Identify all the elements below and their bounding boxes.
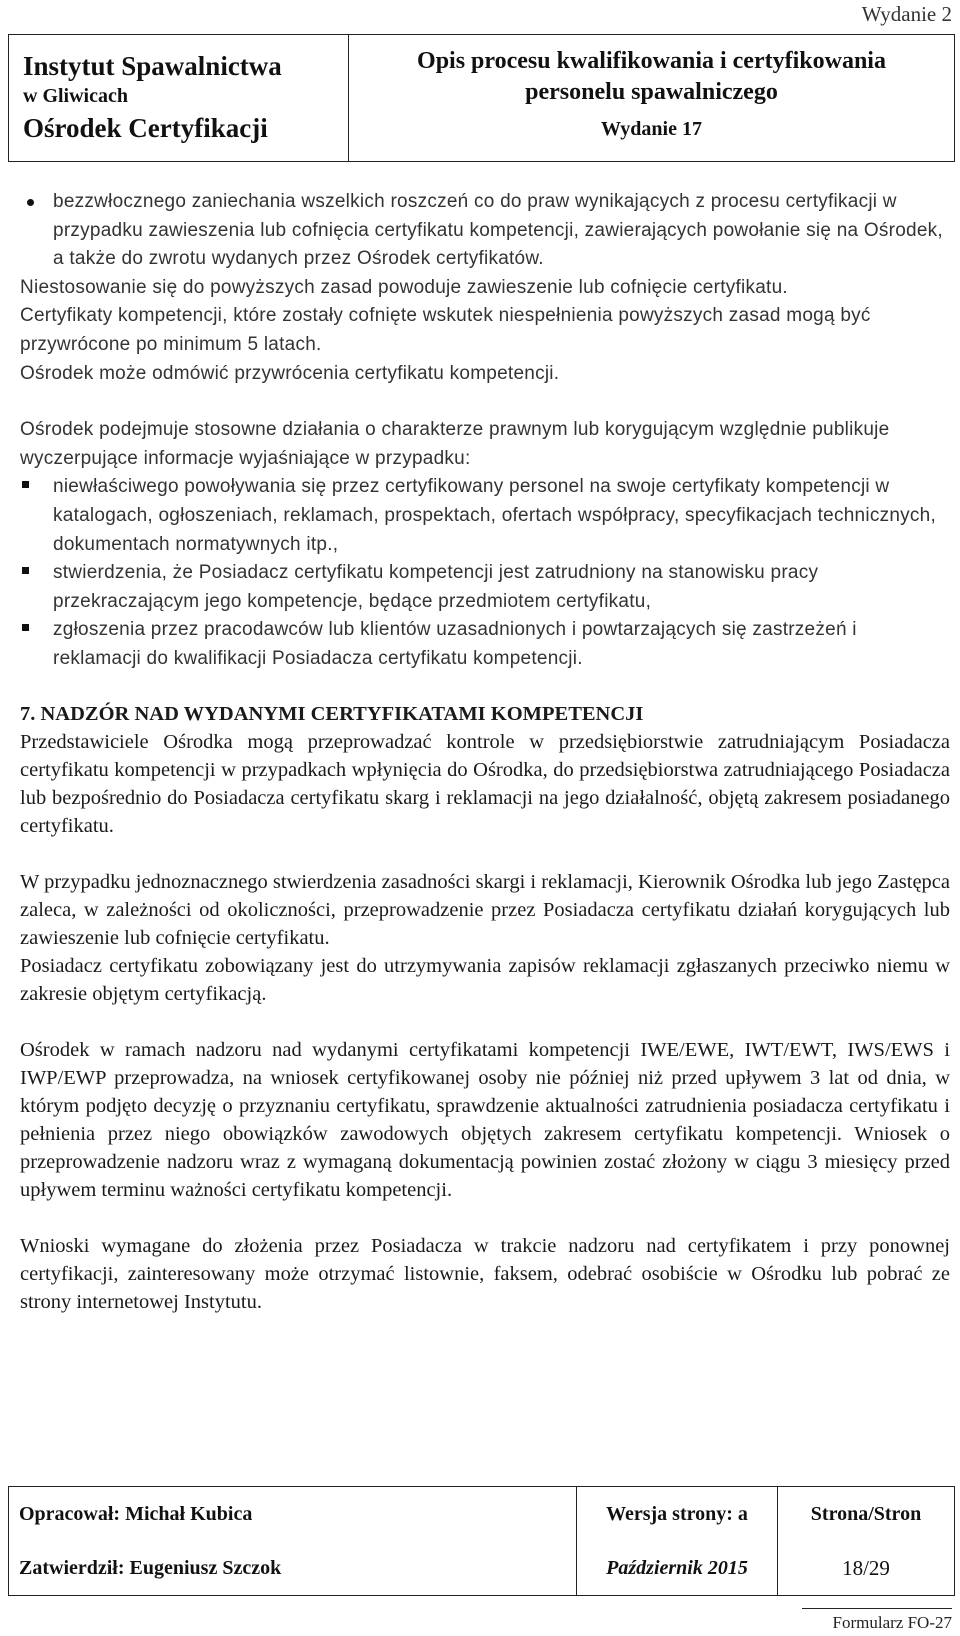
document-footer (8, 1486, 955, 1596)
form-code: Formularz FO-27 (802, 1608, 952, 1633)
paragraph: Ośrodek może odmówić przywrócenia certyfikatu kompetencji. (20, 362, 560, 384)
edition-top-label: Wydanie 2 (861, 2, 952, 26)
paragraph: W przypadku jednoznacznego stwierdzenia zasadności skargi i reklamacji, Kierownik Ośrodka lub jego Zastępca zaleca, w zależności od okoliczności, przeprowadzenie przez Posiadacza certyfikatu działań korygujących lub zawieszenie lub cofnięcie certyfikatu. (20, 870, 950, 949)
section-number: 7. (20, 702, 36, 725)
document-header (8, 34, 955, 162)
paragraph: Ośrodek w ramach nadzoru nad wydanymi certyfikatami kompetencji IWE/EWE, IWT/EWT, IWS/EWS i IWP/EWP przeprowadza, na wniosek certyfikowanej osoby nie później niż przed upływem 3 lat od dnia, w którym podjęto decyzję o przyznaniu certyfikatu, sprawdzenie aktualności zatrudnienia posiadacza certyfikatu i pełnienia przez niego obowiązków zawodowych objętych zakresem certyfikatu kompetencji. Wniosek o przeprowadzenie nadzoru wraz z wymaganą dokumentacją powinien zostać złożony w ciągu 3 miesięcy przed upływem terminu ważności certyfikatu kompetencji. (20, 1038, 950, 1201)
list-item: zgłoszenia przez pracodawców lub klientów uzasadnionych i powtarzających się zastrzeżeń i reklamacji do kwalifikacji Posiadacza certyfikatu kompetencji. (20, 616, 950, 673)
approved-by: Zatwierdził: Eugeniusz Szczok (19, 1556, 282, 1579)
list-item: bezzwłocznego zaniechania wszelkich roszczeń co do praw wynikających z procesu certyfikacji w przypadku zawieszenia lub cofnięcia certyfikatu kompetencji, zawierających powołanie się na Ośrodek, a także do zwrotu wydanych przez Ośrodek certyfikatów. (20, 188, 950, 274)
paragraph: Przedstawiciele Ośrodka mogą przeprowadzać kontrole w przedsiębiorstwie zatrudniającym Posiadacza certyfikatu kompetencji w przypadkach wpłynięcia do Ośrodka, do przedsiębiorstwa zatrudniającego Posiadacza lub bezpośrednio do Posiadacza certyfikatu skarg i reklamacji na jego działalność, objętą zakresem posiadanego certyfikatu. (20, 730, 950, 837)
list-item: niewłaściwego powoływania się przez certyfikowany personel na swoje certyfikaty kompetencji w katalogach, ogłoszeniach, reklamach, prospektach, ofertach współpracy, specyfikacjach technicznych, dokumentach normatywnych itp., (20, 473, 950, 559)
paragraph: Ośrodek podejmuje stosowne działania o charakterze prawnym lub korygującym względnie publikuje wyczerpujące informacje wyjaśniające w przypadku: (20, 419, 890, 469)
page-label: Strona/Stron (777, 1487, 954, 1541)
paragraph: Posiadacz certyfikatu zobowiązany jest do utrzymywania zapisów reklamacji zgłaszanych przeciwko niemu w zakresie objętym certyfikacją. (20, 954, 950, 1005)
institute-block (9, 35, 349, 161)
version-date: Październik 2015 (576, 1541, 777, 1595)
certification-center: Ośrodek Certyfikacji (23, 113, 268, 143)
document-edition: Wydanie 17 (601, 118, 702, 140)
version-label: Wersja strony: a (576, 1487, 777, 1541)
document-title-block (349, 35, 954, 161)
section-heading (20, 700, 950, 728)
paragraph: Niestosowanie się do powyższych zasad powoduje zawieszenie lub cofnięcie certyfikatu. (20, 276, 788, 298)
document-body (20, 188, 950, 1316)
paragraph: Certyfikaty kompetencji, które zostały cofnięte wskutek niespełnienia powyższych zasad mogą być przywrócone po minimum 5 latach. (20, 305, 871, 355)
prepared-by: Opracował: Michał Kubica (19, 1502, 253, 1525)
document-title-line2: personelu spawalniczego (525, 79, 778, 105)
section-title: NADZÓR NAD WYDANYMI CERTYFIKATAMI KOMPETENCJI (40, 702, 644, 725)
institute-city: w Gliwicach (23, 85, 128, 107)
institute-name: Instytut Spawalnictwa (23, 51, 282, 81)
document-title-line1: Opis procesu kwalifikowania i certyfikowania (417, 48, 886, 74)
list-item: stwierdzenia, że Posiadacz certyfikatu kompetencji jest zatrudniony na stanowisku pracy przekraczającym jego kompetencje, będące przedmiotem certyfikatu, (20, 559, 950, 616)
page-number: 18/29 (777, 1541, 954, 1595)
paragraph: Wnioski wymagane do złożenia przez Posiadacza w trakcie nadzoru nad certyfikatem i przy ponownej certyfikacji, zainteresowany może otrzymać listownie, faksem, odebrać osobiście w Ośrodku lub pobrać ze strony internetowej Instytutu. (20, 1234, 950, 1313)
